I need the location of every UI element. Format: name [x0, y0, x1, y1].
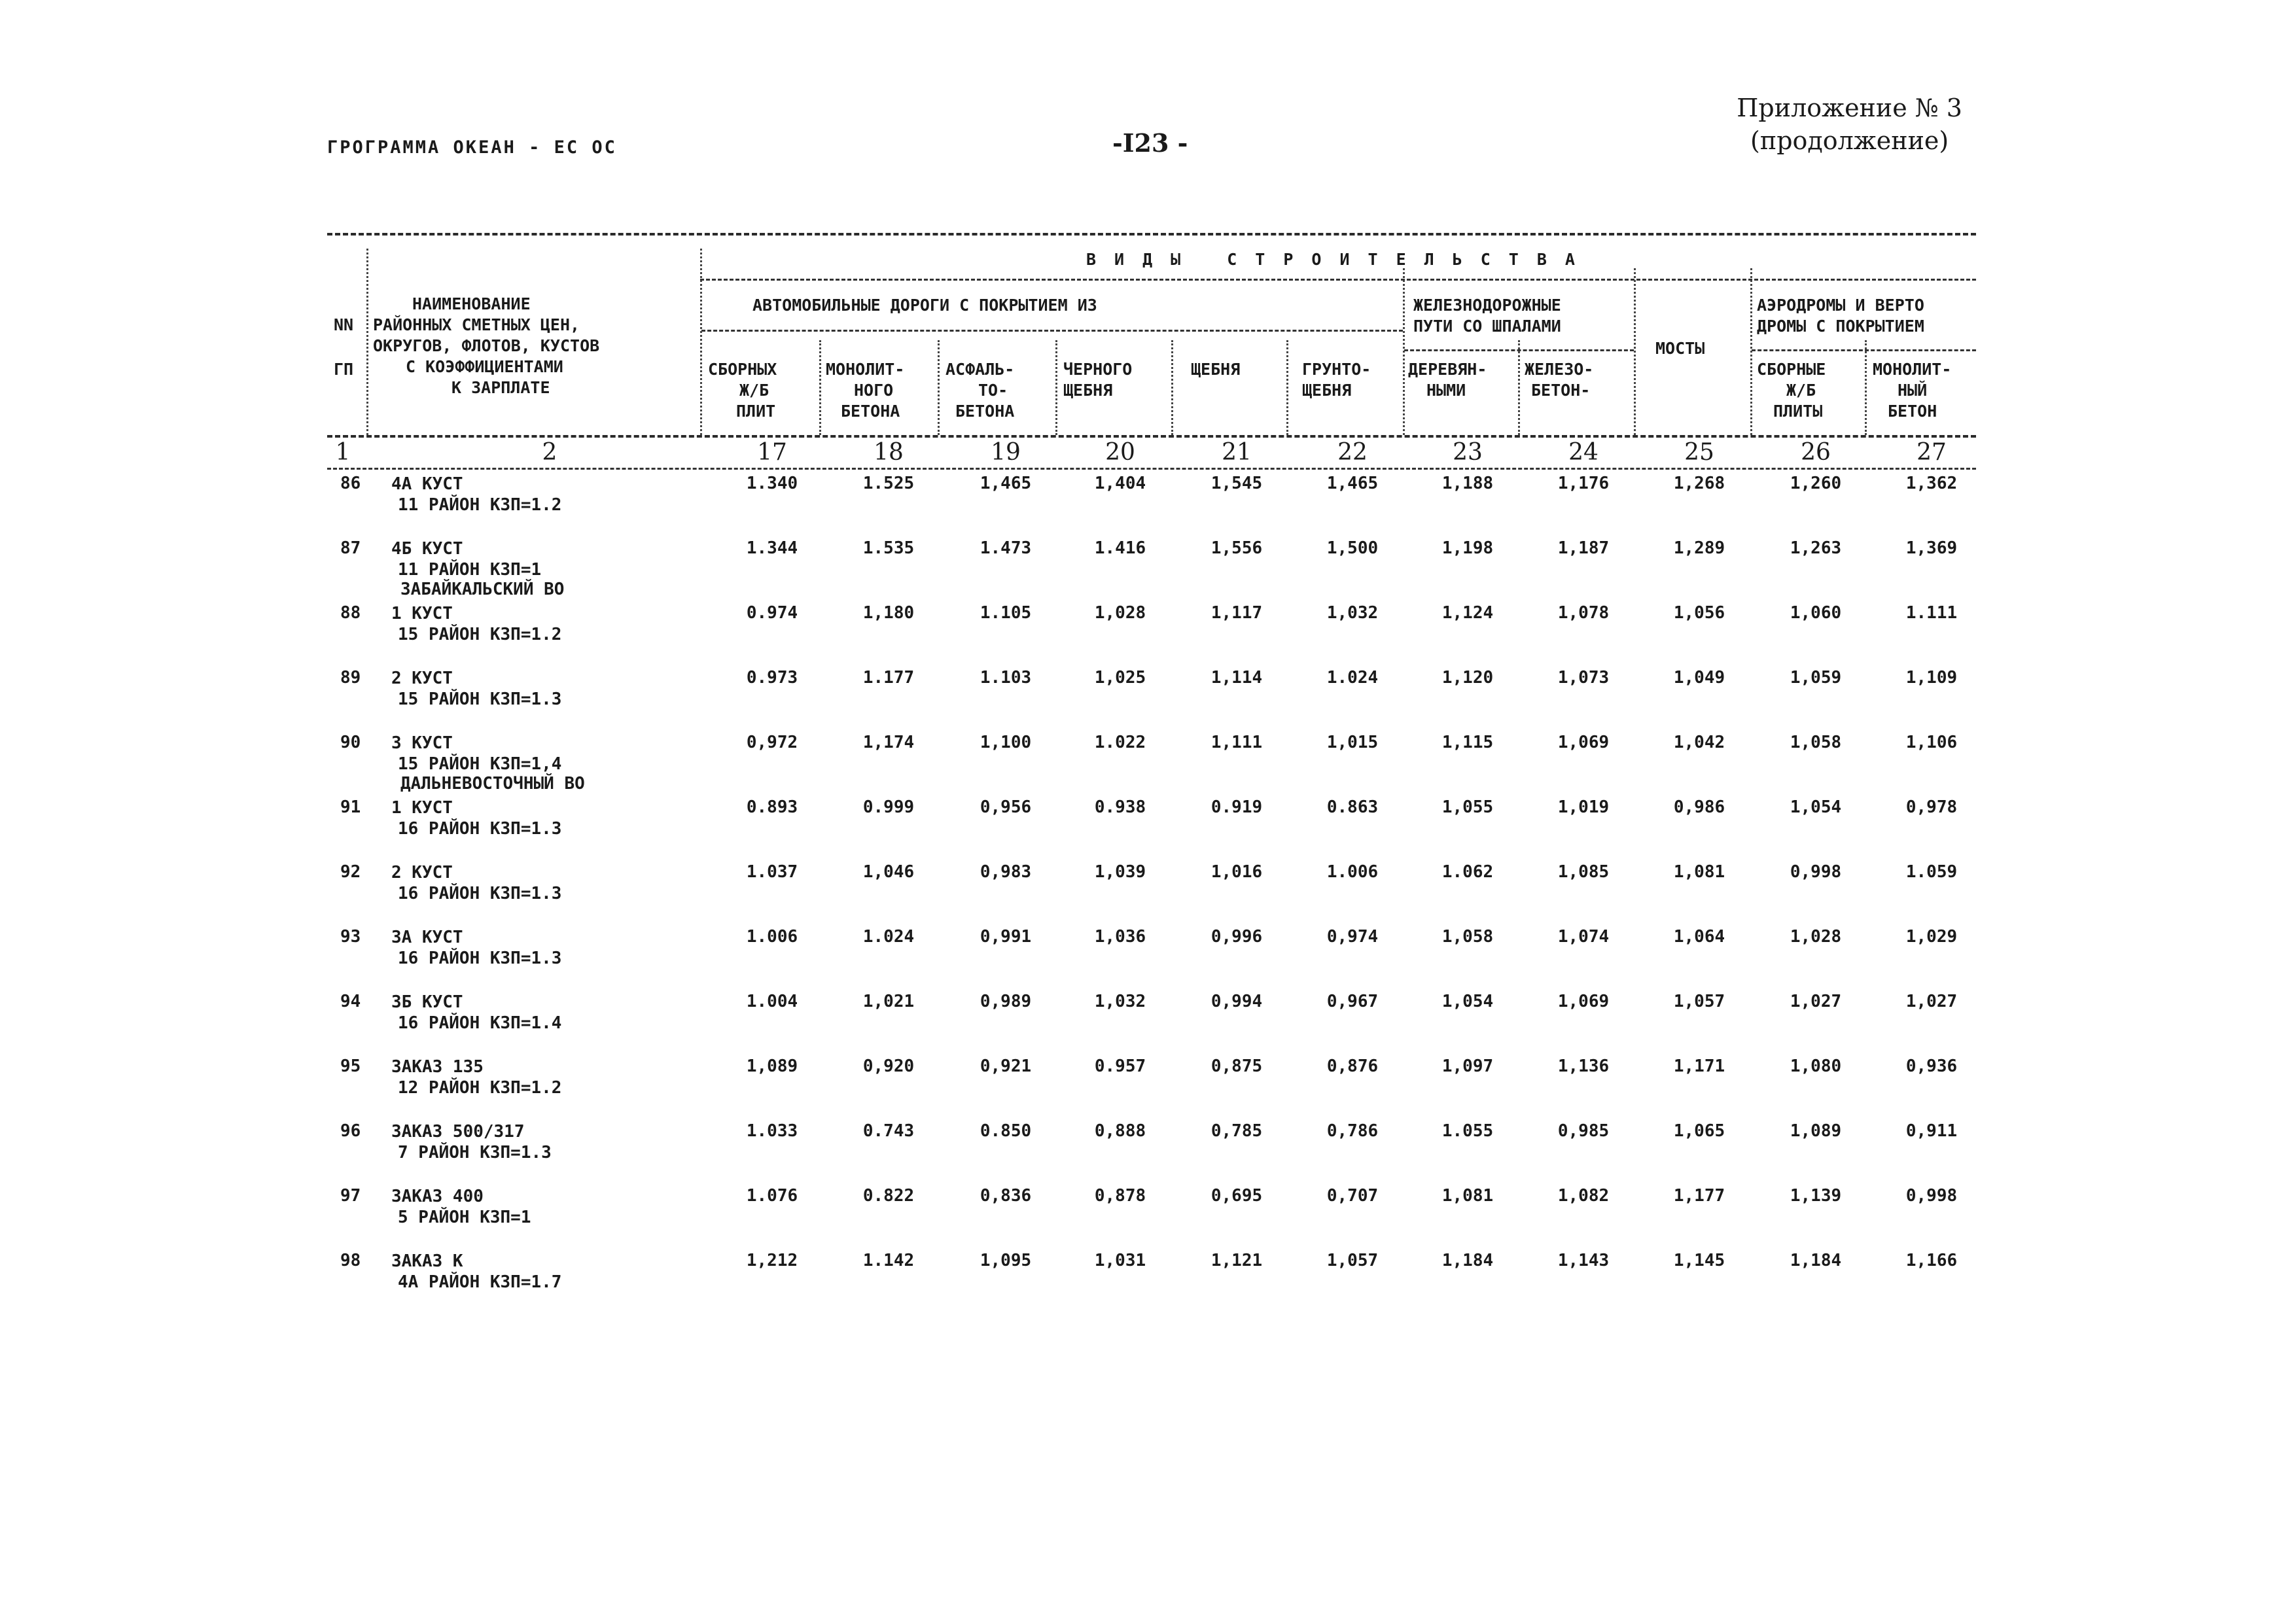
- col26-header: Ж/Б: [1786, 381, 1816, 400]
- column-number: 26: [1801, 439, 1831, 466]
- table-cell: 1,143: [1557, 1251, 1610, 1270]
- page-number: -I23 -: [1112, 128, 1188, 158]
- table-cell: 1,069: [1557, 733, 1610, 752]
- row-name-line-2: 4А РАЙОН КЗП=1.7: [398, 1272, 562, 1292]
- column-number: 2: [542, 439, 557, 466]
- table-row: [327, 988, 1976, 1053]
- table-cell: 1,016: [1210, 862, 1263, 882]
- table-cell: 0,888: [1094, 1121, 1146, 1141]
- header-separator: [1171, 340, 1173, 435]
- table-row: [327, 923, 1976, 988]
- col26-header: СБОРНЫЕ: [1757, 360, 1826, 379]
- table-cell: 1,054: [1790, 797, 1842, 817]
- col17-header: СБОРНЫХ: [708, 360, 777, 379]
- table-row: [327, 1117, 1976, 1182]
- table-cell: 1,465: [980, 474, 1032, 493]
- row-name-line-1: 3 КУСТ: [391, 733, 453, 753]
- column-number: 24: [1568, 439, 1598, 466]
- table-cell: 0,985: [1557, 1121, 1610, 1141]
- table-cell: 0.863: [1326, 797, 1379, 817]
- name-header: С КОЭФФИЦИЕНТАМИ: [406, 357, 563, 376]
- table-cell: 0.938: [1094, 797, 1146, 817]
- table-cell: 1,059: [1790, 668, 1842, 688]
- table-cell: 1,058: [1441, 927, 1494, 947]
- table-cell: 1,121: [1210, 1251, 1263, 1270]
- table-cell: 1,015: [1326, 733, 1379, 752]
- table-cell: 1.024: [862, 927, 915, 947]
- column-number: 20: [1105, 439, 1135, 466]
- nn-label: NN: [334, 315, 354, 334]
- table-cell: 1,028: [1094, 603, 1146, 623]
- table-cell: 1,187: [1557, 538, 1610, 558]
- table-cell: 0,936: [1905, 1056, 1958, 1076]
- table-cell: 0,967: [1326, 992, 1379, 1011]
- row-name: [391, 474, 561, 515]
- table-cell: 0,986: [1673, 797, 1725, 817]
- table-cell: 1,184: [1790, 1251, 1842, 1270]
- table-row: [327, 1182, 1976, 1247]
- table-row: [327, 534, 1976, 599]
- table-cell: 1,046: [862, 862, 915, 882]
- row-number: 96: [340, 1121, 361, 1141]
- table-cell: 1.535: [862, 538, 915, 558]
- col23-header: НЫМИ: [1426, 381, 1466, 400]
- column-number: 21: [1222, 439, 1252, 466]
- table-cell: 1,032: [1326, 603, 1379, 623]
- column-number: 27: [1916, 439, 1947, 466]
- header-separator: [1518, 340, 1520, 435]
- row-name-line-1: ЗАКАЗ 135: [391, 1057, 484, 1077]
- header-rule: [700, 279, 1976, 281]
- table-cell: 0,920: [862, 1056, 915, 1076]
- table-cell: 1,556: [1210, 538, 1263, 558]
- col19-header: БЕТОНА: [955, 402, 1015, 421]
- table-cell: 0,836: [980, 1186, 1032, 1206]
- table-row: [327, 580, 1976, 664]
- table-cell: 1,171: [1673, 1056, 1725, 1076]
- table-cell: 1,028: [1790, 927, 1842, 947]
- col18-header: МОНОЛИТ-: [826, 360, 905, 379]
- table-cell: 1,032: [1094, 992, 1146, 1011]
- table-cell: 1,145: [1673, 1251, 1725, 1270]
- table-cell: 1,073: [1557, 668, 1610, 688]
- table-cell: 1,111: [1210, 733, 1263, 752]
- table-cell: 1,100: [980, 733, 1032, 752]
- railways-title: ПУТИ СО ШПАЛАМИ: [1413, 317, 1561, 336]
- table-cell: 1,057: [1326, 1251, 1379, 1270]
- col18-header: БЕТОНА: [841, 402, 900, 421]
- table-cell: 0.973: [746, 668, 798, 688]
- bridges-title: МОСТЫ: [1655, 339, 1705, 358]
- col24-header: ЖЕЛЕЗО-: [1525, 360, 1594, 379]
- row-name-line-2: 11 РАЙОН КЗП=1: [398, 560, 542, 580]
- table-cell: 1.103: [980, 668, 1032, 688]
- table-cell: 1,054: [1441, 992, 1494, 1011]
- appendix-line-2: (продолжение): [1750, 126, 1949, 155]
- appendix-line-1: Приложение № 3: [1737, 94, 1962, 122]
- header-separator: [366, 249, 368, 435]
- col17-header: ПЛИТ: [736, 402, 776, 421]
- railways-title: ЖЕЛЕЗНОДОРОЖНЫЕ: [1413, 296, 1561, 315]
- table-cell: 1.024: [1326, 668, 1379, 688]
- row-name-line-1: ЗАКАЗ К: [391, 1251, 463, 1271]
- row-name: [391, 733, 561, 775]
- table-cell: 1,260: [1790, 474, 1842, 493]
- table-cell: 1.344: [746, 538, 798, 558]
- table-cell: 1,021: [862, 992, 915, 1011]
- col20-header: ЩЕБНЯ: [1063, 381, 1113, 400]
- column-number: 25: [1684, 439, 1714, 466]
- name-header: РАЙОННЫХ СМЕТНЫХ ЦЕН,: [373, 315, 580, 334]
- table-cell: 1,055: [1441, 797, 1494, 817]
- table-cell: 1,085: [1557, 862, 1610, 882]
- table-cell: 1,039: [1094, 862, 1146, 882]
- table-row: [327, 1053, 1976, 1117]
- table-cell: 1.177: [862, 668, 915, 688]
- row-name-line-2: 16 РАЙОН КЗП=1.3: [398, 819, 562, 839]
- header-separator: [1403, 268, 1405, 435]
- table-cell: 0.974: [746, 603, 798, 623]
- table-cell: 1.473: [980, 538, 1032, 558]
- table-cell: 1,362: [1905, 474, 1958, 493]
- table-cell: 0,991: [980, 927, 1032, 947]
- table-cell: 1.062: [1441, 862, 1494, 882]
- table-cell: 1,095: [980, 1251, 1032, 1270]
- col22-header: ГРУНТО-: [1302, 360, 1371, 379]
- row-number: 94: [340, 992, 361, 1011]
- table-cell: 1,465: [1326, 474, 1379, 493]
- table-cell: 1,027: [1790, 992, 1842, 1011]
- table-cell: 1.076: [746, 1186, 798, 1206]
- table-cell: 1,080: [1790, 1056, 1842, 1076]
- table-cell: 0,911: [1905, 1121, 1958, 1141]
- table-cell: 1.059: [1905, 862, 1958, 882]
- roads-title: АВТОМОБИЛЬНЫЕ ДОРОГИ С ПОКРЫТИЕМ ИЗ: [752, 296, 1097, 315]
- column-number: 1: [335, 439, 351, 466]
- table-cell: 1,064: [1673, 927, 1725, 947]
- table-row: [327, 1247, 1976, 1312]
- row-name: [391, 862, 561, 904]
- row-name: [391, 1121, 552, 1163]
- table-cell: 1,184: [1441, 1251, 1494, 1270]
- row-name: [391, 1251, 561, 1293]
- row-name: [391, 797, 561, 839]
- row-name-line-2: 5 РАЙОН КЗП=1: [398, 1208, 531, 1227]
- district-group-label: ЗАБАЙКАЛЬСКИЙ ВО: [400, 580, 565, 599]
- coefficients-table: [327, 233, 1976, 1312]
- row-name-line-2: 15 РАЙОН КЗП=1,4: [398, 754, 562, 774]
- table-cell: 1.022: [1094, 733, 1146, 752]
- row-name-line-1: 4А КУСТ: [391, 474, 463, 494]
- airports-title: АЭРОДРОМЫ И ВЕРТО: [1757, 296, 1924, 315]
- col27-header: МОНОЛИТ-: [1873, 360, 1952, 379]
- name-header: ОКРУГОВ, ФЛОТОВ, КУСТОВ: [373, 336, 600, 355]
- row-name-line-1: 3А КУСТ: [391, 928, 463, 947]
- table-body: [327, 470, 1976, 1312]
- row-number: 93: [340, 927, 361, 947]
- table-cell: 1,069: [1557, 992, 1610, 1011]
- construction-types-title: ВИДЫ СТРОИТЕЛЬСТВА: [1086, 250, 1593, 269]
- column-number: 17: [757, 439, 787, 466]
- row-name-line-1: ЗАКАЗ 400: [391, 1187, 484, 1206]
- row-name: [391, 992, 561, 1034]
- table-row: [327, 774, 1976, 858]
- header-separator: [819, 340, 821, 435]
- table-cell: 0,876: [1326, 1056, 1379, 1076]
- table-cell: 0,785: [1210, 1121, 1263, 1141]
- table-cell: 1.055: [1441, 1121, 1494, 1141]
- row-name-line-2: 15 РАЙОН КЗП=1.3: [398, 689, 562, 709]
- name-header: К ЗАРПЛАТЕ: [451, 378, 550, 397]
- table-cell: 0,994: [1210, 992, 1263, 1011]
- row-name-line-1: 3Б КУСТ: [391, 992, 463, 1012]
- header-separator: [1865, 340, 1867, 435]
- row-number: 92: [340, 862, 361, 882]
- table-cell: 0,998: [1790, 862, 1842, 882]
- row-number: 98: [340, 1251, 361, 1270]
- row-number: 87: [340, 538, 361, 558]
- col17-header: Ж/Б: [739, 381, 769, 400]
- table-cell: 1,082: [1557, 1186, 1610, 1206]
- table-cell: 0.822: [862, 1186, 915, 1206]
- table-cell: 0.743: [862, 1121, 915, 1141]
- table-cell: 1,117: [1210, 603, 1263, 623]
- table-row: [327, 470, 1976, 534]
- table-cell: 0,786: [1326, 1121, 1379, 1141]
- table-cell: 1,545: [1210, 474, 1263, 493]
- table-cell: 0,695: [1210, 1186, 1263, 1206]
- row-number: 91: [340, 797, 361, 817]
- table-cell: 1,188: [1441, 474, 1494, 493]
- table-cell: 0.850: [980, 1121, 1032, 1141]
- table-cell: 1,089: [746, 1056, 798, 1076]
- row-name-line-1: ЗАКАЗ 500/317: [391, 1122, 525, 1142]
- table-cell: 1.004: [746, 992, 798, 1011]
- table-cell: 1.340: [746, 474, 798, 493]
- table-cell: 1,089: [1790, 1121, 1842, 1141]
- table-cell: 1,198: [1441, 538, 1494, 558]
- row-name-line-2: 7 РАЙОН КЗП=1.3: [398, 1143, 552, 1162]
- table-cell: 0,974: [1326, 927, 1379, 947]
- row-name-line-1: 2 КУСТ: [391, 669, 453, 688]
- table-cell: 1,109: [1905, 668, 1958, 688]
- header-rule: [1404, 349, 1634, 351]
- table-cell: 1,074: [1557, 927, 1610, 947]
- gp-label: ГП: [334, 360, 354, 379]
- col24-header: БЕТОН-: [1531, 381, 1591, 400]
- row-name-line-1: 1 КУСТ: [391, 604, 453, 623]
- col27-header: БЕТОН: [1888, 402, 1937, 421]
- row-name-line-2: 15 РАЙОН КЗП=1.2: [398, 625, 562, 644]
- table-cell: 1.033: [746, 1121, 798, 1141]
- table-cell: 1,120: [1441, 668, 1494, 688]
- table-cell: 1,081: [1673, 862, 1725, 882]
- table-cell: 1,078: [1557, 603, 1610, 623]
- row-name-line-1: 4Б КУСТ: [391, 539, 463, 559]
- table-cell: 1,404: [1094, 474, 1146, 493]
- table-cell: 0,707: [1326, 1186, 1379, 1206]
- row-number: 95: [340, 1056, 361, 1076]
- header-rule: [701, 330, 1403, 332]
- table-cell: 0.957: [1094, 1056, 1146, 1076]
- table-cell: 0,989: [980, 992, 1032, 1011]
- table-cell: 1.105: [980, 603, 1032, 623]
- table-cell: 1,136: [1557, 1056, 1610, 1076]
- table-cell: 1.006: [1326, 862, 1379, 882]
- table-cell: 1,065: [1673, 1121, 1725, 1141]
- table-cell: 1.142: [862, 1251, 915, 1270]
- table-cell: 1,263: [1790, 538, 1842, 558]
- table-cell: 0,878: [1094, 1186, 1146, 1206]
- table-cell: 1,029: [1905, 927, 1958, 947]
- header-separator: [1750, 268, 1752, 435]
- header-separator: [1634, 268, 1636, 435]
- col22-header: ЩЕБНЯ: [1302, 381, 1352, 400]
- airports-title: ДРОМЫ С ПОКРЫТИЕМ: [1757, 317, 1924, 336]
- table-header: [327, 236, 1976, 435]
- appendix-label: [1737, 92, 1962, 157]
- table-cell: 1,027: [1905, 992, 1958, 1011]
- header-rule: [1752, 349, 1976, 351]
- table-cell: 0,983: [980, 862, 1032, 882]
- table-cell: 1,042: [1673, 733, 1725, 752]
- column-number: 23: [1453, 439, 1483, 466]
- column-number: 18: [874, 439, 904, 466]
- name-header: НАИМЕНОВАНИЕ: [412, 294, 531, 313]
- table-cell: 1,081: [1441, 1186, 1494, 1206]
- column-number: 19: [991, 439, 1021, 466]
- col26-header: ПЛИТЫ: [1773, 402, 1823, 421]
- table-cell: 1,268: [1673, 474, 1725, 493]
- table-cell: 1.037: [746, 862, 798, 882]
- table-cell: 0.893: [746, 797, 798, 817]
- row-name-line-2: 16 РАЙОН КЗП=1.3: [398, 949, 562, 968]
- table-cell: 1,500: [1326, 538, 1379, 558]
- row-name-line-2: 12 РАЙОН КЗП=1.2: [398, 1078, 562, 1098]
- col23-header: ДЕРЕВЯН-: [1408, 360, 1487, 379]
- row-name-line-1: 2 КУСТ: [391, 863, 453, 882]
- table-cell: 0,998: [1905, 1186, 1958, 1206]
- col21-header: ЩЕБНЯ: [1191, 360, 1241, 379]
- table-cell: 1,057: [1673, 992, 1725, 1011]
- table-cell: 1,106: [1905, 733, 1958, 752]
- row-name: [391, 603, 561, 645]
- table-cell: 1,060: [1790, 603, 1842, 623]
- row-name-line-2: 11 РАЙОН КЗП=1.2: [398, 495, 562, 515]
- row-number: 86: [340, 474, 361, 493]
- table-cell: 1,176: [1557, 474, 1610, 493]
- table-cell: 0,996: [1210, 927, 1263, 947]
- col27-header: НЫЙ: [1898, 381, 1928, 400]
- table-cell: 1,166: [1905, 1251, 1958, 1270]
- header-separator: [1055, 340, 1057, 435]
- table-cell: 1,174: [862, 733, 915, 752]
- header-separator: [1286, 340, 1288, 435]
- row-name: [391, 927, 561, 969]
- row-name-line-1: 1 КУСТ: [391, 798, 453, 818]
- table-cell: 0,875: [1210, 1056, 1263, 1076]
- row-number: 90: [340, 733, 361, 752]
- table-row: [327, 858, 1976, 923]
- program-title: ГРОГРАММА ОКЕАН - ЕС ОС: [327, 137, 617, 158]
- district-group-label: ДАЛЬНЕВОСТОЧНЫЙ ВО: [400, 774, 585, 794]
- table-cell: 0.999: [862, 797, 915, 817]
- table-cell: 1.006: [746, 927, 798, 947]
- table-cell: 1,124: [1441, 603, 1494, 623]
- table-cell: 0,978: [1905, 797, 1958, 817]
- table-cell: 0,972: [746, 733, 798, 752]
- table-cell: 1.416: [1094, 538, 1146, 558]
- table-cell: 1,289: [1673, 538, 1725, 558]
- table-cell: 1,177: [1673, 1186, 1725, 1206]
- col19-header: ТО-: [978, 381, 1008, 400]
- row-name-line-2: 16 РАЙОН КЗП=1.4: [398, 1013, 562, 1033]
- table-cell: 1,056: [1673, 603, 1725, 623]
- table-cell: 1,049: [1673, 668, 1725, 688]
- table-cell: 1,115: [1441, 733, 1494, 752]
- row-name: [391, 668, 561, 710]
- row-name: [391, 538, 541, 580]
- table-cell: 1,097: [1441, 1056, 1494, 1076]
- table-row: [327, 664, 1976, 729]
- table-cell: 1,180: [862, 603, 915, 623]
- table-cell: 1,025: [1094, 668, 1146, 688]
- header-separator: [938, 340, 940, 435]
- table-cell: 1,058: [1790, 733, 1842, 752]
- column-number: 22: [1337, 439, 1368, 466]
- row-number: 88: [340, 603, 361, 623]
- table-cell: 1,036: [1094, 927, 1146, 947]
- table-cell: 1.111: [1905, 603, 1958, 623]
- table-cell: 1,139: [1790, 1186, 1842, 1206]
- row-number: 97: [340, 1186, 361, 1206]
- table-cell: 1,019: [1557, 797, 1610, 817]
- col19-header: АСФАЛЬ-: [945, 360, 1015, 379]
- table-cell: 0,921: [980, 1056, 1032, 1076]
- row-number: 89: [340, 668, 361, 688]
- row-name-line-2: 16 РАЙОН КЗП=1.3: [398, 884, 562, 903]
- table-cell: 0,956: [980, 797, 1032, 817]
- row-name: [391, 1186, 531, 1228]
- table-cell: 1,114: [1210, 668, 1263, 688]
- col20-header: ЧЕРНОГО: [1063, 360, 1133, 379]
- table-cell: 1,031: [1094, 1251, 1146, 1270]
- table-cell: 1.525: [862, 474, 915, 493]
- column-numbers-row: [327, 438, 1976, 470]
- table-cell: 1,369: [1905, 538, 1958, 558]
- col18-header: НОГО: [854, 381, 894, 400]
- header-separator: [700, 249, 702, 435]
- table-cell: 0.919: [1210, 797, 1263, 817]
- row-name: [391, 1056, 561, 1098]
- table-cell: 1,212: [746, 1251, 798, 1270]
